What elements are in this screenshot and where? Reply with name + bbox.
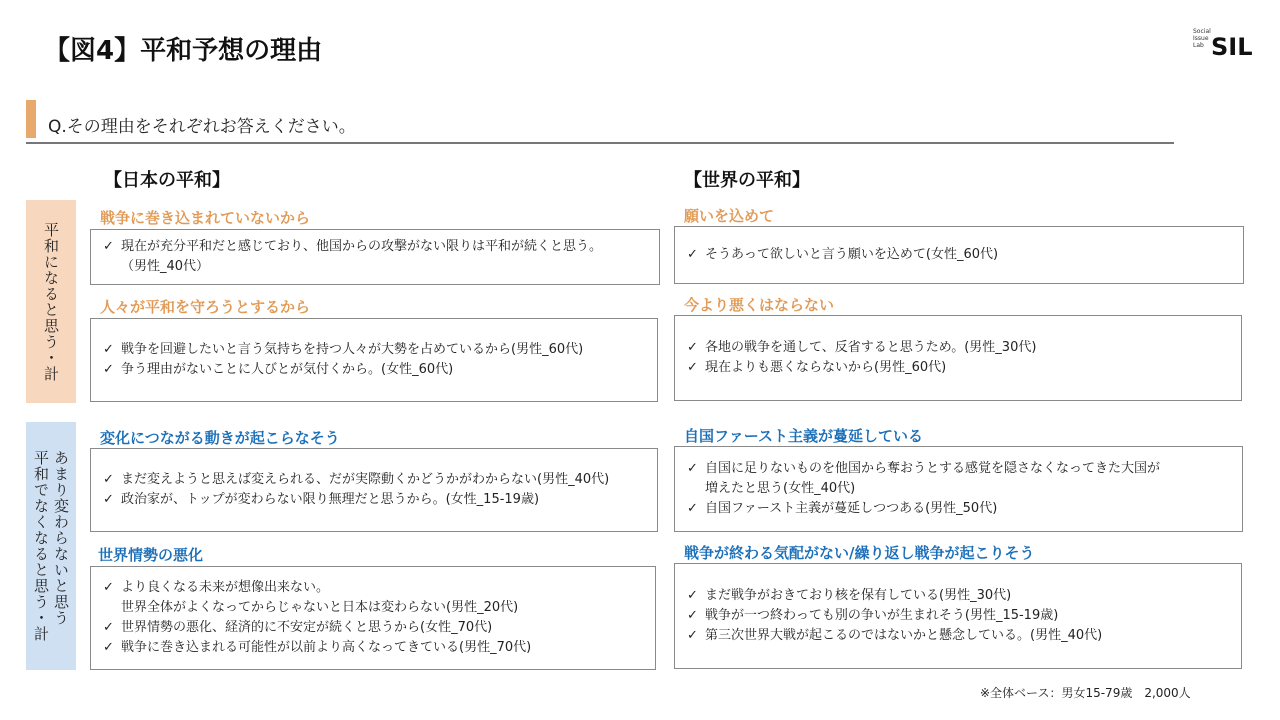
- category-label: 自国ファースト主義が蔓延している: [684, 427, 923, 445]
- reason-item: [103, 618, 643, 638]
- logo-text: SIL: [1211, 33, 1253, 61]
- reason-item: [687, 459, 1230, 499]
- reason-text: 政治家が、トップが変わらない限り無理だと思うから。(女性_15-19歳): [121, 492, 540, 507]
- reason-box: [90, 448, 658, 532]
- reason-text: より良くなる未来が想像出来ない。 世界全体がよくなってからじゃないと日本は変わらない(男性_20代): [121, 580, 519, 615]
- column-header-world: 【世界の平和】: [684, 170, 810, 191]
- reason-text: まだ戦争がおきており核を保有している(男性_30代): [705, 588, 1012, 603]
- side-label-no-peace-text: あまり変わらないと思う 平和でなくなると思う・計: [32, 450, 70, 642]
- reason-text: 争う理由がないことに人びとが気付くから。(女性_60代): [121, 362, 454, 377]
- reason-item: [103, 578, 643, 618]
- reason-text: 世界情勢の悪化、経済的に不安定が続くと思うから(女性_70代): [121, 620, 493, 635]
- side-label-peace: [26, 200, 76, 403]
- reason-item: [687, 606, 1229, 626]
- check-icon: ✓: [687, 247, 698, 262]
- reason-item: [103, 490, 645, 510]
- category-label: 今より悪くはならない: [684, 296, 835, 314]
- reason-box: [90, 229, 660, 285]
- reason-box: [90, 318, 658, 402]
- divider: [26, 142, 1174, 144]
- check-icon: ✓: [687, 340, 698, 355]
- reason-box: [90, 566, 656, 670]
- question-accent-bar: [26, 100, 36, 138]
- check-icon: ✓: [103, 492, 114, 507]
- side-label-no-peace: [26, 422, 76, 670]
- check-icon: ✓: [103, 362, 114, 377]
- check-icon: ✓: [687, 461, 698, 476]
- check-icon: ✓: [687, 628, 698, 643]
- reason-text: そうあって欲しいと言う願いを込めて(女性_60代): [705, 247, 999, 262]
- reason-item: [687, 245, 1231, 265]
- reason-text: 戦争を回避したいと言う気持ちを持つ人々が大勢を占めているから(男性_60代): [121, 342, 584, 357]
- reason-item: [103, 360, 645, 380]
- reason-item: [687, 626, 1229, 646]
- check-icon: ✓: [687, 588, 698, 603]
- reason-item: [687, 338, 1229, 358]
- check-icon: ✓: [103, 342, 114, 357]
- category-label: 願いを込めて: [684, 207, 775, 225]
- reason-text: 自国ファースト主義が蔓延しつつある(男性_50代): [705, 501, 998, 516]
- reason-item: [103, 638, 643, 658]
- reason-text: 戦争が一つ終わっても別の争いが生まれそう(男性_15-19歳): [705, 608, 1059, 623]
- logo-subtext: Social Issue Lab: [1193, 28, 1211, 49]
- check-icon: ✓: [103, 472, 114, 487]
- footnote: ※全体ベース：男女15-79歳 2,000人: [980, 686, 1191, 700]
- reason-item: [103, 340, 645, 360]
- check-icon: ✓: [687, 360, 698, 375]
- reason-text: 現在よりも悪くならないから(男性_60代): [705, 360, 947, 375]
- reason-box: [674, 315, 1242, 401]
- reason-item: [687, 358, 1229, 378]
- check-icon: ✓: [103, 640, 114, 655]
- page-title: 【図4】平和予想の理由: [44, 36, 323, 66]
- reason-text: まだ変えようと思えば変えられる、だが実際動くかどうかがわからない(男性_40代): [121, 472, 610, 487]
- side-label-peace-text: 平和になると思う・計: [42, 221, 60, 382]
- logo: [1193, 28, 1253, 60]
- reason-box: [674, 226, 1244, 284]
- check-icon: ✓: [687, 501, 698, 516]
- check-icon: ✓: [687, 608, 698, 623]
- reason-item: [103, 237, 647, 277]
- reason-text: 各地の戦争を通して、反省すると思うため。(男性_30代): [705, 340, 1037, 355]
- check-icon: ✓: [103, 580, 114, 595]
- category-label: 世界情勢の悪化: [98, 546, 204, 564]
- category-label: 変化につながる動きが起こらなそう: [100, 429, 340, 447]
- check-icon: ✓: [103, 239, 114, 254]
- reason-text: 戦争に巻き込まれる可能性が以前より高くなってきている(男性_70代): [121, 640, 532, 655]
- reason-item: [103, 470, 645, 490]
- category-label: 戦争が終わる気配がない/繰り返し戦争が起こりそう: [684, 544, 1035, 562]
- category-label: 戦争に巻き込まれていないから: [100, 209, 311, 227]
- column-header-japan: 【日本の平和】: [104, 170, 230, 191]
- question-text: Q.その理由をそれぞれお答えください。: [48, 117, 356, 137]
- reason-box: [674, 563, 1242, 669]
- check-icon: ✓: [103, 620, 114, 635]
- reason-text: 自国に足りないものを他国から奪おうとする感覚を隠さなくなってきた大国が 増えたと思う(女性_40代): [705, 461, 1161, 496]
- reason-item: [687, 586, 1229, 606]
- reason-box: [674, 446, 1243, 532]
- category-label: 人々が平和を守ろうとするから: [100, 298, 311, 316]
- reason-text: 第三次世界大戦が起こるのではないかと懸念している。(男性_40代): [705, 628, 1103, 643]
- reason-text: 現在が充分平和だと感じており、他国からの攻撃がない限りは平和が続くと思う。 （男性_40代）: [121, 239, 603, 274]
- reason-item: [687, 499, 1230, 519]
